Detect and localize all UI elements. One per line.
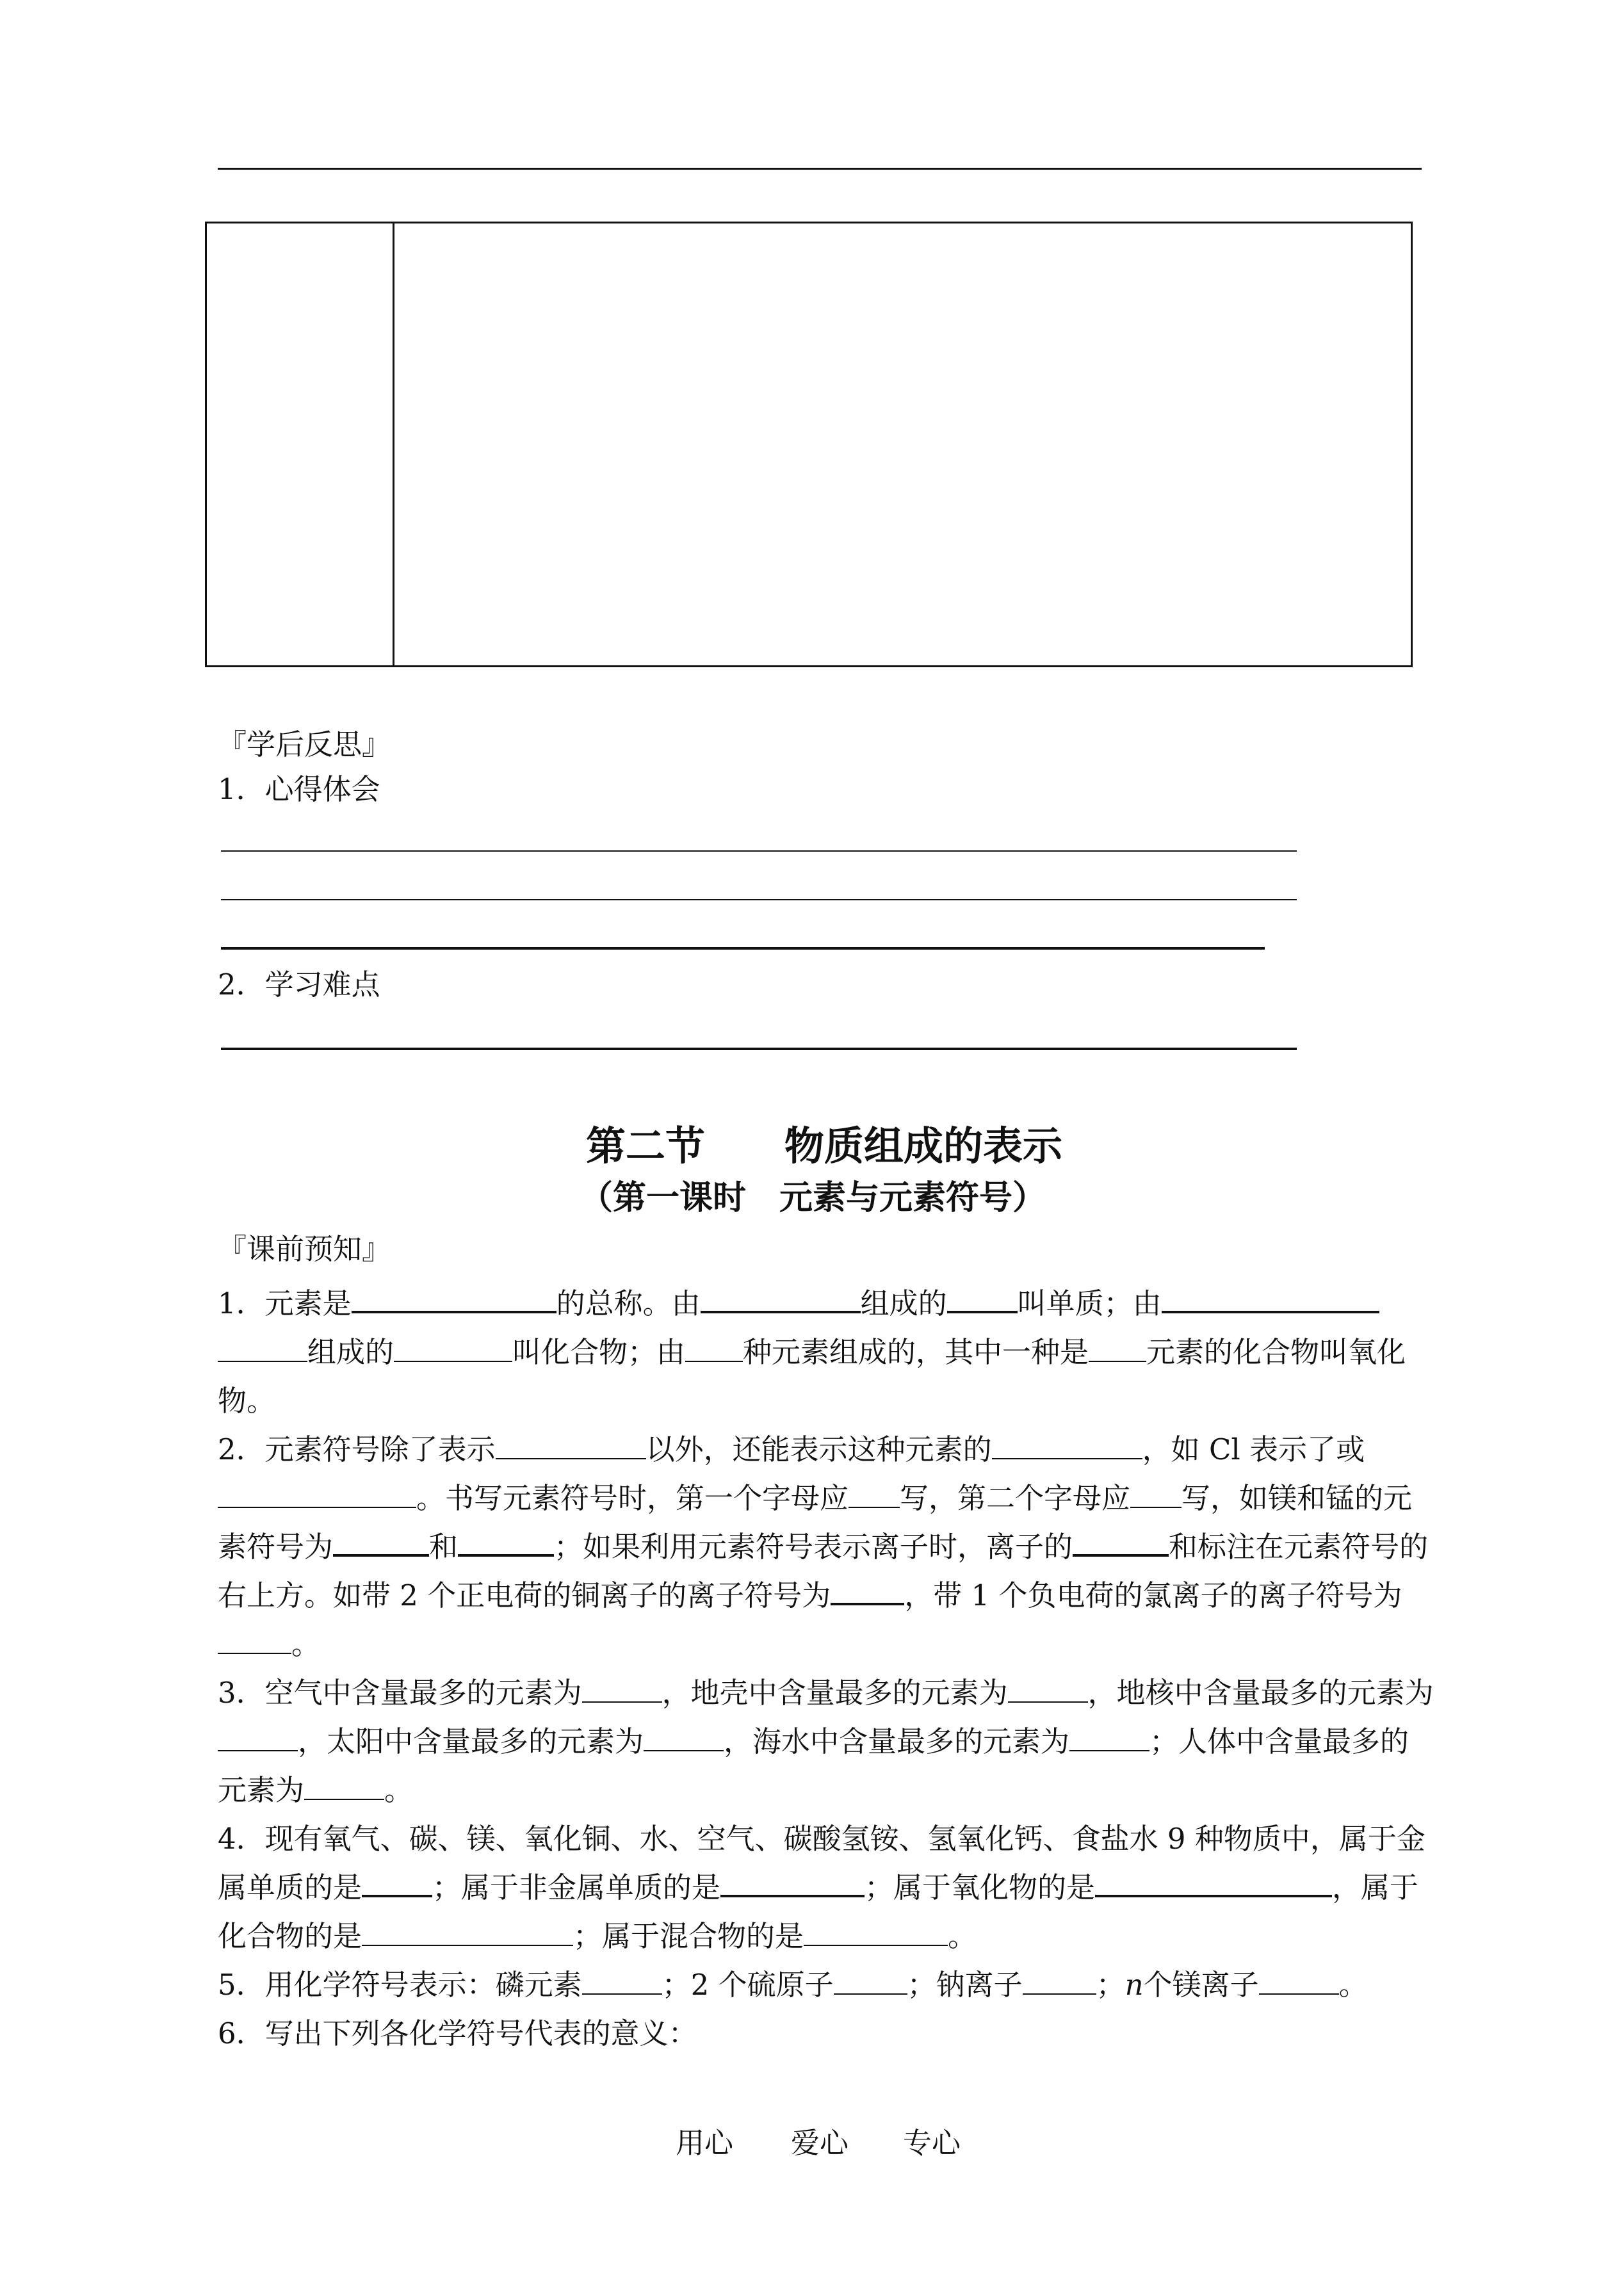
question-3 — [218, 1669, 1434, 1815]
answer-blank[interactable] — [804, 1916, 948, 1946]
q3-text: ；人体中含量最多的元素为 — [218, 1724, 1409, 1807]
answer-blank[interactable] — [458, 1525, 554, 1557]
answer-blank[interactable] — [1095, 1866, 1332, 1897]
answer-blank[interactable] — [1089, 1332, 1146, 1362]
section-subtitle: （第一课时 元素与元素符号） — [580, 1179, 1046, 1217]
answer-blank[interactable] — [1073, 1525, 1169, 1557]
answer-blank[interactable] — [701, 1282, 861, 1313]
q5-text: ；2 个硫原子 — [662, 1968, 834, 2002]
answer-blank[interactable] — [1162, 1282, 1379, 1313]
q4-text: 4．现有氧气、碳、镁、氧化铜、水、空气、碳酸氢铵、氢氧化钙、食盐水 9 种物质中，属于金属单质的是 — [218, 1822, 1425, 1904]
q1-text: 叫化合物；由 — [512, 1335, 686, 1369]
answer-blank[interactable] — [333, 1525, 429, 1557]
q4-text: ；属于混合物的是 — [573, 1919, 804, 1953]
q1-text: 组成的 — [860, 1286, 947, 1320]
question-2 — [218, 1425, 1434, 1669]
section-title: 第二节 物质组成的表示 — [586, 1123, 1063, 1169]
q5-text: 个镁离子 — [1143, 1968, 1259, 2002]
answer-blank[interactable] — [1130, 1478, 1181, 1508]
answer-blank[interactable] — [947, 1282, 1018, 1313]
q2-text: ，如 Cl 表示了或 — [1142, 1432, 1365, 1466]
q2-text: 和标注在元素符号的右上方。如带 2 个正电荷的铜离子的离子符号为 — [218, 1530, 1429, 1612]
reflection-heading: 『学后反思』 — [218, 727, 391, 761]
answer-blank[interactable] — [1069, 1721, 1149, 1751]
writing-line[interactable] — [221, 1048, 1297, 1050]
answer-blank[interactable] — [849, 1478, 900, 1508]
q1-text: 种元素组成的，其中一种是 — [743, 1335, 1089, 1369]
reflection-item-2: 2．学习难点 — [218, 968, 380, 1002]
q5-variable-n: n — [1125, 1968, 1144, 2002]
answer-blank[interactable] — [834, 1965, 907, 1995]
writing-line[interactable] — [221, 850, 1297, 852]
answer-blank[interactable] — [1023, 1965, 1096, 1995]
footer-word-1: 用心 — [676, 2126, 734, 2160]
questions — [218, 1279, 1434, 2058]
notes-table-divider — [393, 223, 394, 665]
answer-blank[interactable] — [218, 1624, 291, 1654]
q1-text: 元素的化合物叫氧化物。 — [218, 1335, 1406, 1418]
q2-text: ，带 1 个负电荷的氯离子的离子符号为 — [904, 1578, 1402, 1612]
q1-text: 的总称。由 — [556, 1286, 701, 1320]
writing-line[interactable] — [221, 947, 1265, 950]
writing-line[interactable] — [221, 899, 1297, 900]
answer-blank[interactable] — [218, 1478, 416, 1508]
footer-word-3: 专心 — [903, 2126, 961, 2160]
q2-text: 2．元素符号除了表示 — [218, 1432, 496, 1466]
q1-text: 叫单质；由 — [1017, 1286, 1162, 1320]
answer-blank[interactable] — [582, 1673, 662, 1703]
answer-blank[interactable] — [1259, 1965, 1339, 1995]
q4-text: ；属于氧化物的是 — [865, 1870, 1096, 1904]
q1-text: 1．元素是 — [218, 1286, 352, 1320]
q5-text: ；钠离子 — [907, 1968, 1023, 2002]
q1-text: 组成的 — [307, 1335, 394, 1369]
answer-blank[interactable] — [218, 1332, 307, 1362]
notes-table — [205, 222, 1413, 667]
q2-text: 和 — [429, 1530, 459, 1564]
question-1 — [218, 1279, 1434, 1425]
q3-text: 。 — [384, 1773, 414, 1807]
q4-text: ，属于化合物的是 — [218, 1870, 1419, 1953]
q3-text: ，地核中含量最多的元素为 — [1087, 1676, 1434, 1710]
q3-text: ，太阳中含量最多的元素为 — [298, 1724, 644, 1758]
q5-text: 。 — [1338, 1968, 1368, 2002]
q4-text: 。 — [948, 1919, 977, 1953]
q3-text: 3．空气中含量最多的元素为 — [218, 1676, 582, 1710]
q2-text: 写，第二个字母应 — [900, 1481, 1131, 1515]
footer-word-2: 爱心 — [791, 2126, 849, 2160]
q2-text: 。书写元素符号时，第一个字母应 — [416, 1481, 849, 1515]
q3-text: ，海水中含量最多的元素为 — [724, 1724, 1070, 1758]
answer-blank[interactable] — [720, 1866, 865, 1897]
answer-blank[interactable] — [394, 1332, 512, 1362]
answer-blank[interactable] — [304, 1770, 384, 1800]
answer-blank[interactable] — [831, 1574, 904, 1605]
question-5 — [218, 1961, 1434, 2009]
q2-text: 写，如镁和锰的元素符号为 — [218, 1481, 1413, 1564]
answer-blank[interactable] — [1008, 1673, 1088, 1703]
answer-blank[interactable] — [218, 1721, 298, 1751]
answer-blank[interactable] — [685, 1332, 743, 1362]
header-rule — [218, 168, 1422, 170]
question-4 — [218, 1815, 1434, 1961]
question-6: 6．写出下列各化学符号代表的意义： — [218, 2016, 697, 2050]
q2-text: 。 — [291, 1627, 321, 1661]
preview-heading: 『课前预知』 — [218, 1232, 391, 1266]
q2-text: 以外，还能表示这种元素的 — [646, 1432, 992, 1466]
answer-blank[interactable] — [644, 1721, 724, 1751]
answer-blank[interactable] — [352, 1282, 556, 1313]
q5-text: ； — [1096, 1968, 1125, 2002]
answer-blank[interactable] — [582, 1965, 662, 1995]
q5-text: 5．用化学符号表示：磷元素 — [218, 1968, 582, 2002]
reflection-item-1: 1．心得体会 — [218, 772, 380, 806]
answer-blank[interactable] — [496, 1429, 646, 1459]
q4-text: ；属于非金属单质的是 — [432, 1870, 721, 1904]
answer-blank[interactable] — [362, 1916, 573, 1946]
q2-text: ；如果利用元素符号表示离子时，离子的 — [554, 1530, 1073, 1564]
q3-text: ，地壳中含量最多的元素为 — [662, 1676, 1008, 1710]
answer-blank[interactable] — [992, 1429, 1142, 1459]
answer-blank[interactable] — [362, 1866, 432, 1897]
